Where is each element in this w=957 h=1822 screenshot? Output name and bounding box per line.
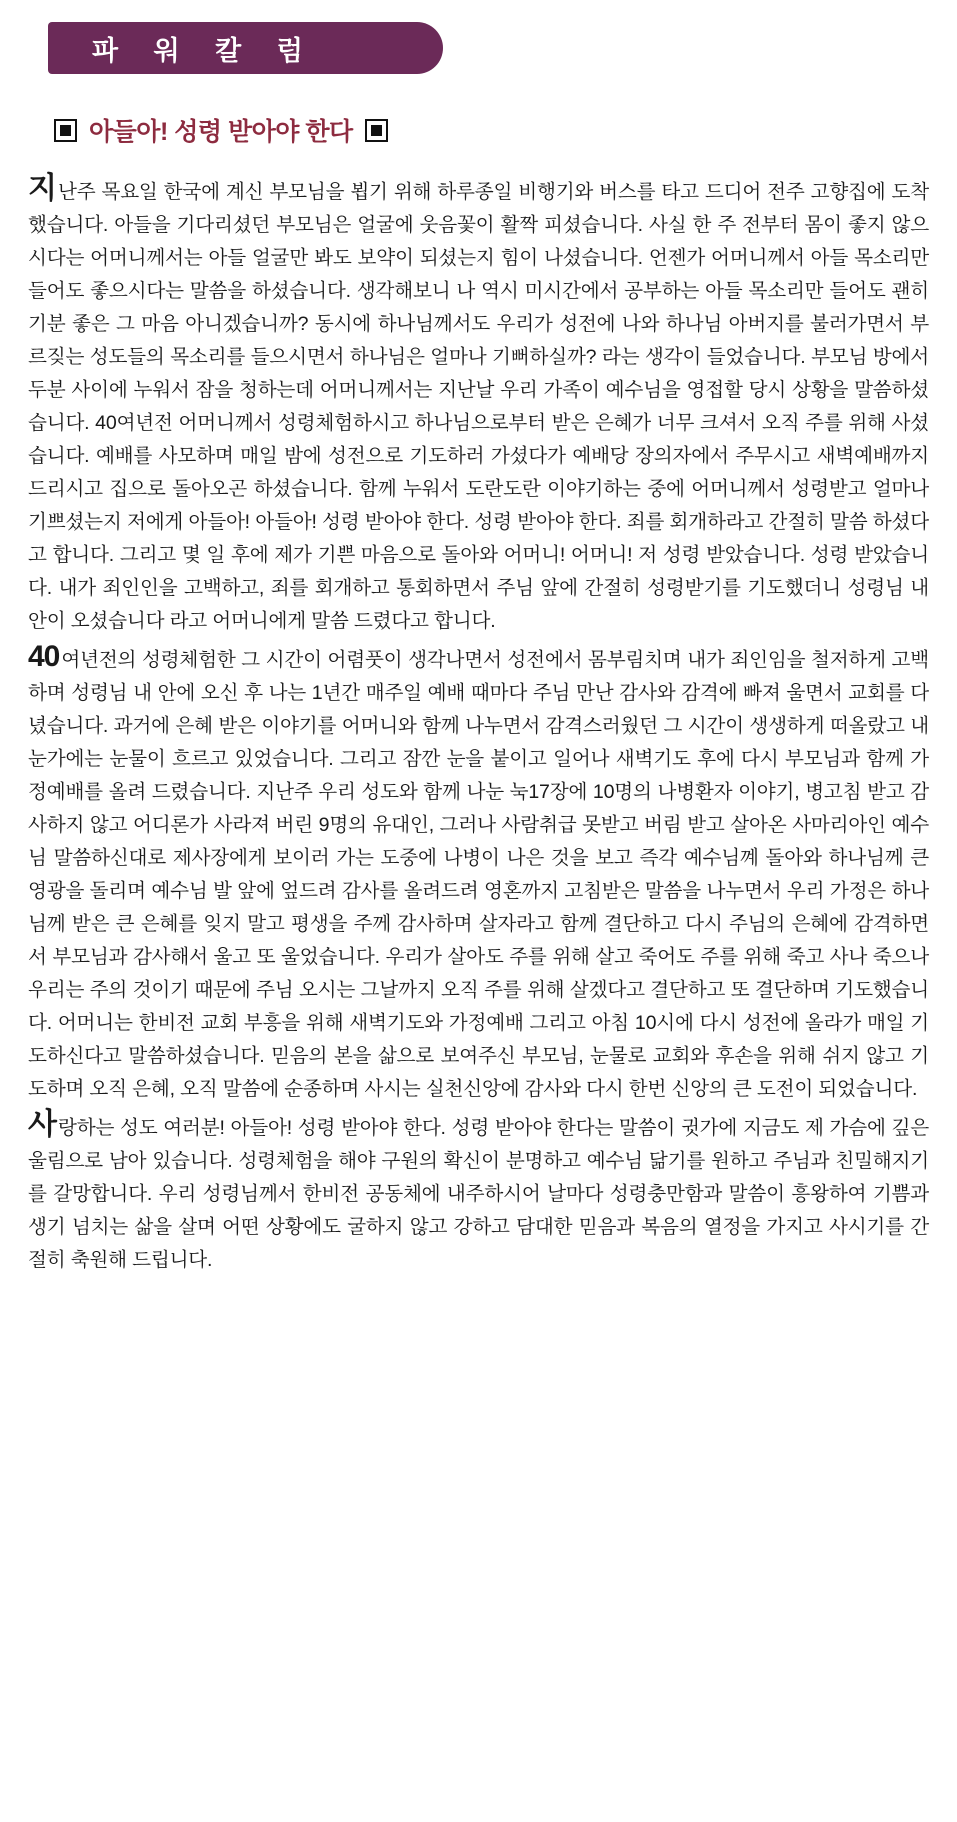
paragraph-1-text: 난주 목요일 한국에 계신 부모님을 뵙기 위해 하루종일 비행기와 버스를 타고 드디어 전주 고향집에 도착했습니다. 아들을 기다리셨던 부모님은 얼굴에 웃음꽃이 활짝 피셨습니다. 사실 한 주 전부터 몸이 좋지 않으시다는 어머니께서는 아들 얼굴만 봐도 보약이 되셨는지 힘이 나셨습니다. 언젠가 어머니께서 아들 목소리만 들어도 좋으시다는 말씀을 하셨습니다. 생각해보니 나 역시 미시간에서 공부하는 아들 목소리만 들어도 괜히 기분 좋은 그 마음 아니겠습니까? 동시에 하나님께서도 우리가 성전에 나와 하나님 아버지를 불러가면서 부르짖는 성도들의 목소리를 들으시면서 하나님은 얼마나 기뻐하실까? 라는 생각이 들었습니다. 부모님 방에서 두분 사이에 누워서 잠을 청하는데 어머니께서는 지난날 우리 가족이 예수님을 영접할 당시 상황을 말씀하셨습니다. 40여년전 어머니께서 성령체험하시고 하나님으로부터 받은 은혜가 너무 크셔서 오직 주를 위해 사셨습니다. 예배를 사모하며 매일 밤에 성전으로 기도하러 가셨다가 예배당 장의자에서 주무시고 새벽예배까지 드리시고 집으로 돌아오곤 하셨습니다. 함께 누워서 도란도란 이야기하는 중에 어머니께서 성령받고 얼마나 기쁘셨는지 저에게 아들아! 아들아! 성령 받아야 한다. 성령 받아야 한다. 죄를 회개하라고 간절히 말씀 하셨다고 합니다. 그리고 몇 일 후에 제가 기쁜 마음으로 돌아와 어머니! 어머니! 저 성령 받았습니다. 성령 받았습니다. 내가 죄인인을 고백하고, 죄를 회개하고 통회하면서 주님 앞에 간절히 성령받기를 기도했더니 성령님 내 안이 오셨습니다 라고 어머니에게 말씀 드렸다고 합니다. bbox=[28, 181, 929, 632]
filled-square-icon-left bbox=[54, 119, 77, 142]
paragraph-2 bbox=[28, 642, 929, 1106]
dropcap-1: 지 bbox=[28, 172, 56, 205]
paragraph-3-text: 랑하는 성도 여러분! 아들아! 성령 받아야 한다. 성령 받아야 한다는 말씀이 귓가에 지금도 제 가슴에 깊은 울림으로 남아 있습니다. 성령체험을 해야 구원의 확신이 분명하고 예수님 닮기를 원하고 주님과 친밀해지기를 갈망합니다. 우리 성령님께서 한비전 공동체에 내주하시어 날마다 성령충만함과 말씀이 흥왕하여 기쁨과 생기 넘치는 삶을 살며 어떤 상황에도 굴하지 않고 강하고 담대한 믿음과 복음의 열정을 가지고 사시기를 간절히 축원해 드립니다. bbox=[28, 1117, 929, 1271]
article-body bbox=[28, 174, 929, 1277]
paragraph-1 bbox=[28, 174, 929, 638]
dropcap-3: 사 bbox=[28, 1108, 56, 1141]
headline-text: 아들아! 성령 받아야 한다 bbox=[89, 118, 353, 146]
masthead-banner bbox=[48, 22, 443, 74]
paragraph-2-text: 여년전의 성령체험한 그 시간이 어렴풋이 생각나면서 성전에서 몸부림치며 내가 죄인임을 철저하게 고백하며 성령님 내 안에 오신 후 나는 1년간 매주일 예배 때마다 주님 만난 감사와 감격에 빠져 울면서 교회를 다녔습니다. 과거에 은혜 받은 이야기를 어머니와 함께 나누면서 감격스러웠던 그 시간이 생생하게 떠올랐고 내 눈가에는 눈물이 흐르고 있었습니다. 그리고 잠깐 눈을 붙이고 일어나 새벽기도 후에 다시 부모님과 함께 가정예배를 올려 드렸습니다. 지난주 우리 성도와 함께 나눈 눅17장에 10명의 나병환자 이야기, 병고침 받고 감사하지 않고 어디론가 사라져 버린 9명의 유대인, 그러나 사람취급 못받고 버림 받고 살아온 사마리아인 예수님 말씀하신대로 제사장에게 보이러 가는 도중에 나병이 나은 것을 보고 즉각 예수님꼐 돌아와 하나님께 큰 영광을 돌리며 예수님 발 앞에 엎드려 감사를 올려드려 영혼까지 고침받은 말씀을 나누면서 우리 가정은 하나님께 받은 큰 은혜를 잊지 말고 평생을 주께 감사하며 살자라고 함께 결단하고 다시 주님의 은혜에 감격하면서 부모님과 감사해서 울고 또 울었습니다. 우리가 살아도 주를 위해 살고 죽어도 주를 위해 죽고 사나 죽으나 우리는 주의 것이기 때문에 주님 오시는 그날까지 오직 주를 위해 살겠다고 결단하고 또 결단하며 기도했습니다. 어머니는 한비전 교회 부흥을 위해 새벽기도와 가정예배 그리고 아침 10시에 다시 성전에 올라가 매일 기도하신다고 말씀하셨습니다. 믿음의 본을 삶으로 보여주신 부모님, 눈물로 교회와 후손을 위해 쉬지 않고 기도하며 오직 은혜, 오직 말씀에 순종하며 사시는 실천신앙에 감사와 다시 한번 신앙의 큰 도전이 되었습니다. bbox=[28, 649, 929, 1100]
masthead-title: 파 워 칼 럼 bbox=[92, 35, 317, 66]
headline bbox=[54, 112, 929, 148]
dropcap-2: 40 bbox=[28, 640, 60, 673]
paragraph-3 bbox=[28, 1110, 929, 1277]
filled-square-icon-right bbox=[365, 119, 388, 142]
